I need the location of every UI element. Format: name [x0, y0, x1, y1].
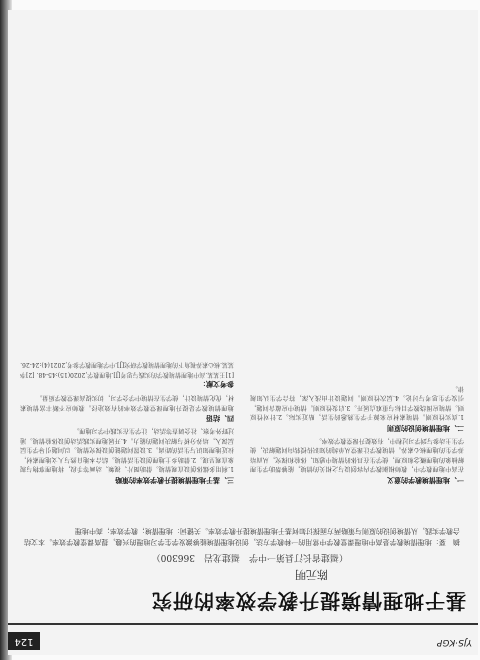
page-header	[8, 623, 478, 655]
section-heading: 四、结语	[206, 414, 234, 424]
references-heading: 参考文献：	[199, 379, 234, 389]
abstract: 摘 要：地理情境教学是高中地理课堂教学中常用的一种教学方法，创设地理情境能够激发学生学习地理的兴趣，提高课堂教学效率。本文结合教学实践，从情境创设的原则与策略两方面探讨如何基于地理情境提升教学效率。关键词：地理情境；教学效率；高中地理	[24, 527, 460, 546]
references-list: [1]王某某.高中地理情境教学的实践与思考[J].地理教学,2020(15):45-48. [2]李某某.核心素养视角下的地理情境教学研究[J].中学地理教学参考,2021(4):24-26.	[20, 361, 234, 379]
section-body: 地理情境教学是提升地理课堂教学效率的有效途径。教师应不断丰富情境素材，优化情境设计，使学生在情境中学会学习，切实提高课堂教学质量。	[20, 394, 234, 411]
body-columns	[20, 17, 464, 487]
section-heading: 二、地理情境创设的原则	[387, 424, 464, 434]
section-body: 在高中地理教学中，教师根据教学内容创设与之相关的情境，能够帮助学生理解抽象的地理概念和原理，使学生在具体的情境中感知、体验和探究，从而培养学生的地理核心素养。情境教学让课堂从单纯的知识传授转向问题解决，使学生主动参与到学习过程中，有效提升课堂教学效率。	[250, 436, 464, 473]
section-body: 1.真实性原则。情境素材应来源于学生熟悉的生活，贴近实际。2.针对性原则。情境应围绕教学目标与重难点展开。3.启发性原则。情境中应蕴含问题，引发学生思考与讨论。4.层次性原则。问题设计由浅入深，符合学生认知规律。	[250, 384, 464, 421]
page-number-badge: 124	[8, 632, 40, 650]
journal-brand: YJS·KGP	[436, 637, 472, 647]
section-heading: 三、基于地理情境提升教学效率的策略	[115, 476, 234, 485]
column-left	[250, 17, 464, 487]
author-name: 陈元明	[295, 568, 328, 581]
section-body: 1.利用多媒体创设直观情境。借助图片、视频、动画等手段，将地理事物与现象直观呈现。2.借助乡土地理创设生活情境。结合本地自然与人文地理素材，拉近地理知识与生活的距离。3.设置问题链创设探究情境。以问题引导学生层层深入，培养分析与解决问题的能力。4.开展地理实践活动创设体验情境。通过野外考察、社会调查等活动，让学生在实践中学习地理。	[20, 427, 234, 473]
author-affiliation: （福建省长汀县第一中学 福建龙岩 366300）	[151, 552, 348, 562]
page-content	[8, 10, 478, 655]
column-right	[20, 17, 234, 487]
journal-page	[8, 10, 478, 655]
section-heading: 一、地理情境教学的意义	[387, 476, 464, 485]
article-title: 基于地理情境提升教学效率的研究	[151, 589, 466, 613]
